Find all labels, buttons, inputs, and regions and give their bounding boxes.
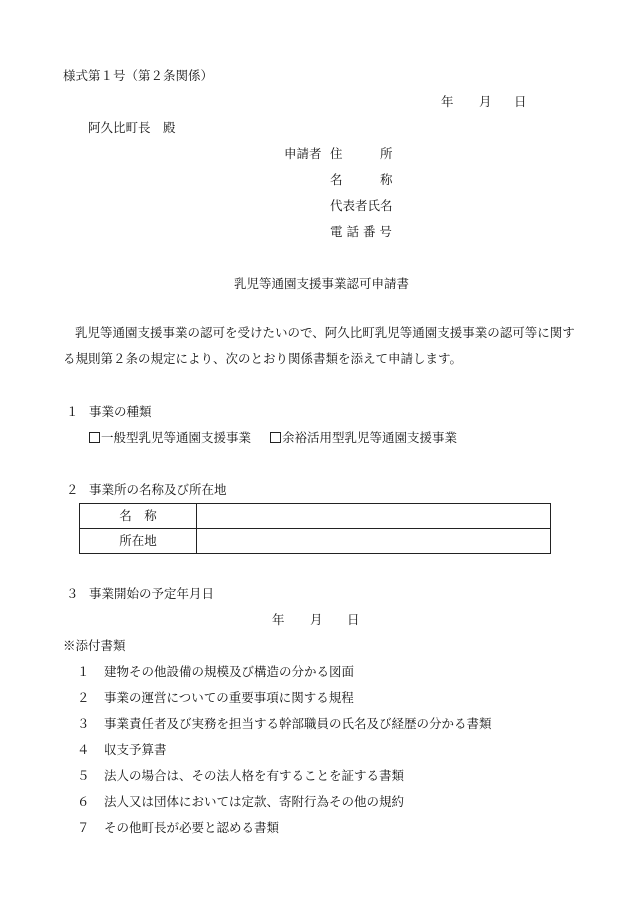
- attachment-number: ４: [77, 742, 90, 757]
- attachment-text: 収支予算書: [104, 742, 167, 757]
- attachment-text: 法人又は団体においては定款、寄附行為その他の規約: [104, 794, 405, 809]
- attachment-text: 事業責任者及び実務を担当する幹部職員の氏名及び経歴の分かる書類: [104, 716, 492, 731]
- attachment-text: 事業の運営についての重要事項に関する規程: [104, 690, 354, 705]
- attachment-number: ６: [77, 794, 90, 809]
- business-type-option-spare-capacity[interactable]: 余裕活用型乳児等通園支援事業: [270, 432, 457, 445]
- attachment-text: 建物その他設備の規模及び構造の分かる図面: [104, 664, 355, 679]
- checkbox-spare-capacity[interactable]: [270, 432, 281, 443]
- start-date: [272, 612, 360, 627]
- document-title: 乳児等通園支援事業認可申請書: [234, 276, 410, 291]
- applicant-name-label: 名 称: [330, 172, 393, 187]
- attachments-heading: ※添付書類: [63, 638, 126, 653]
- facility-name-field[interactable]: [197, 504, 551, 529]
- application-date: [441, 94, 527, 109]
- attachment-text: その他町長が必要と認める書類: [104, 820, 280, 835]
- section3-number: ３: [66, 586, 79, 601]
- facility-table: [79, 503, 551, 554]
- facility-location-field[interactable]: [197, 529, 551, 554]
- attachment-number: ２: [77, 690, 90, 705]
- table-row: [80, 504, 551, 529]
- start-date-year: 年: [272, 612, 285, 627]
- section3-title: 事業開始の予定年月日: [89, 586, 215, 601]
- date-day: 日: [514, 94, 527, 109]
- start-date-day: 日: [347, 612, 360, 627]
- attachment-text: 法人の場合は、その法人格を有することを証する書類: [104, 768, 405, 783]
- date-year: 年: [441, 94, 454, 109]
- business-type-option-general[interactable]: 一般型乳児等通園支援事業: [89, 432, 251, 445]
- facility-location-label: 所在地: [80, 529, 197, 554]
- applicant-address-label: 住 所: [330, 146, 393, 161]
- addressee: 阿久比町長 殿: [88, 120, 176, 135]
- attachment-number: ３: [77, 716, 90, 731]
- applicant-label: 申請者: [284, 146, 322, 161]
- form-number: 様式第１号（第２条関係）: [63, 68, 214, 83]
- applicant-phone-label: 電 話 番 号: [330, 224, 392, 239]
- attachment-number: ７: [77, 820, 90, 835]
- table-row: [80, 529, 551, 554]
- section1-title: 事業の種類: [89, 404, 152, 419]
- facility-name-label: 名 称: [80, 504, 197, 529]
- body-text-line-1: 乳児等通園支援事業の認可を受けたいので、阿久比町乳児等通園支援事業の認可等に関す: [75, 325, 575, 340]
- body-text-line-2: る規則第２条の規定により、次のとおり関係書類を添えて申請します。: [63, 351, 463, 366]
- section1-number: １: [66, 404, 79, 419]
- applicant-representative-label: 代表者氏名: [330, 198, 393, 213]
- attachment-number: ５: [77, 768, 90, 783]
- attachment-number: １: [77, 664, 90, 679]
- start-date-month: 月: [310, 612, 323, 627]
- section2-number: ２: [66, 482, 79, 497]
- checkbox-general[interactable]: [89, 432, 100, 443]
- section2-title: 事業所の名称及び所在地: [89, 482, 227, 497]
- date-month: 月: [479, 94, 492, 109]
